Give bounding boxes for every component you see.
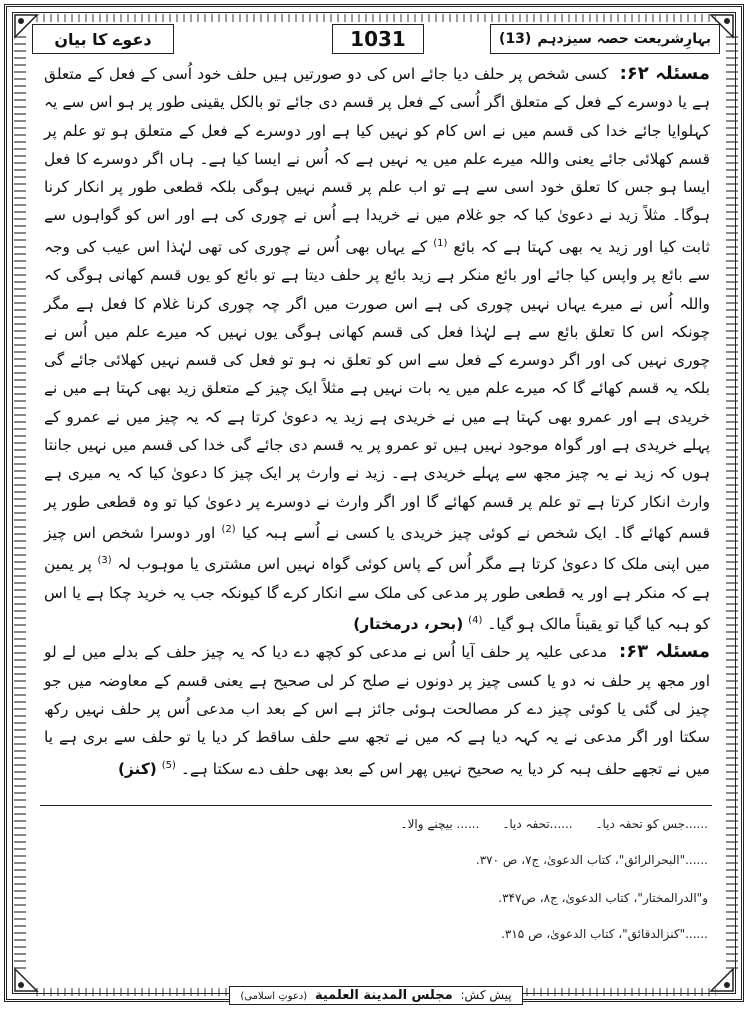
masala-63 [44, 638, 710, 783]
book-title-box [490, 24, 720, 54]
publisher-subtitle: (دعوتِ اسلامی) [240, 991, 308, 1002]
glossary-item: ......تحفہ دیا۔ [502, 817, 573, 831]
footnote-marker[interactable]: (1) [433, 237, 448, 249]
border-pattern-right [726, 36, 738, 974]
glossary-line [401, 817, 708, 831]
border-pattern-left [14, 36, 26, 974]
footnote-item: ......"البحرالرائق"، کتاب الدعویٰ، ج۷، ص ۳۷۰. [475, 853, 708, 867]
masala-62 [44, 60, 710, 638]
footnote-marker[interactable]: (2) [221, 523, 236, 535]
page-header [32, 24, 720, 56]
masala-text: مدعی علیہ پر حلف آیا اُس نے مدعی کو کچھ دے دیا کہ یہ چیز حلف کے بدلے میں لے لو اور مجھ پر حلف نہ دو یا کسی چیز پر دونوں نے صلح کر لی صحیح ہے یعنی قسم کے معاوضہ میں جو چیز لی گئی یا کوئی چیز دے کر مصالحت ہوئی جائز ہے اس کے بعد اب مدعی اُس پر حلف نہیں رکھ سکتا اور اگر مدعی نے یہ کہہ دیا ہے کہ میں نے تجھ سے حلف ساقط کر دیا یا تو حلف سے بری ہے یا میں نے تجھے حلف ہبہ کر دیا یہ صحیح نہیں پھر اس کے بعد بھی حلف دے سکتا ہے۔ [44, 643, 710, 778]
footnote-marker[interactable]: (3) [97, 555, 112, 567]
footnote-item: و"الدرالمختار"، کتاب الدعویٰ، ج۸، ص۳۴۷. [498, 891, 708, 905]
footnotes-section [208, 817, 708, 967]
border-pattern-top [36, 14, 716, 22]
footnote-item: ......"کنزالدقائق"، کتاب الدعویٰ، ص ۳۱۵. [501, 927, 708, 941]
chapter-title: دعوے کا بیان [32, 24, 174, 54]
publisher-prefix: پیش کش: [460, 988, 512, 1002]
page-number: 1031 [332, 24, 424, 54]
volume-number: (13) [499, 31, 532, 47]
publisher-name: مجلس المدينة العلمية [314, 988, 453, 1003]
source-reference: (کنز) [117, 759, 157, 778]
glossary-item: ......جس کو تحفہ دیا۔ [595, 817, 708, 831]
masala-text: کسی شخص پر حلف دیا جائے اس کی دو صورتیں ہیں حلف خود اُسی کے فعل کے متعلق ہے یا دوسرے کے فعل کے متعلق اگر اُسی کے فعل پر قسم دی جائے تو بالکل یقینی طور پر ہو اس سے یہ کہلوایا جائے خدا کی قسم میں نے اس کام کو نہیں کیا ہے اور دوسرے کے فعل کے متعلق ہو تو علم پر قسم کھلائی جائے یعنی واللہ میرے علم میں یہ نہیں ہے کہ اُس نے ایسا کیا ہے۔ ہاں اگر دوسرے کا فعل ایسا ہو جس کا تعلق خود اسی سے ہے تو اب علم پر قسم نہیں ہوگی بلکہ قطعی طور پر انکار کرنا ہوگا۔ مثلاً زید نے دعویٰ کیا کہ جو غلام میں نے خریدا ہے اُس نے چوری کی ہے اور اس کو گواہوں سے ثابت کیا اور زید یہ بھی کہتا ہے کہ بائع [44, 65, 710, 256]
masala-text: اور دوسرا شخص اس چیز میں اپنی ملک کا دعویٰ کرتا ہے مگر اُس کے پاس کوئی گواہ نہیں اس مشتری یا موہوب لہ [44, 524, 710, 574]
book-title: بہارِشریعت حصہ سیزدہم [537, 31, 711, 47]
glossary-item: ...... بیچنے والا۔ [400, 817, 480, 831]
masala-text: پر یمین ہے کہ منکر ہے اور یہ قطعی طور پر مدعی کی ملک سے انکار کرے گا کیونکہ جب یہ خرید چکا ہے یا اس کو ہبہ کیا گیا تو یقیناً مالک ہو گیا۔ [44, 555, 710, 634]
footnote-marker[interactable]: (4) [468, 615, 483, 627]
publisher-box [229, 986, 522, 1005]
masala-label: مسئلہ ۶۲: [619, 63, 711, 84]
footnote-divider [40, 805, 712, 806]
masala-text: کے یہاں بھی اُس نے چوری کی تھی لہٰذا اس عیب کی وجہ سے بائع پر واپس کیا جائے اور بائع منکر ہے زید بائع پر حلف دیتا ہے تو بائع کو یوں قسم کھانی ہوگی کہ واللہ اُس نے میرے یہاں نہیں چوری کی ہے اس صورت میں اگر چہ چوری کرنا غلام کا فعل ہے مگر چونکہ اس کا تعلق بائع سے ہے لہٰذا فعل کی قسم کھانی ہوگی یوں نہیں کہ میرے علم میں اُس نے چوری نہیں کی اور اگر دوسرے کے فعل سے اس کو تعلق نہ ہو تو فعل کی قسم نہیں کھلائی جائے گی بلکہ یہ قسم کھائے گا کہ میرے علم میں یہ بات نہیں ہے مثلاً ایک چیز کے متعلق زید بھی کہتا ہے میں نے خریدی ہے اور عمرو بھی کہتا ہے میں نے خریدی ہے زید یہ دعویٰ کرتا ہے کہ یہ چیز میں نے عمرو کے پہلے خریدی ہے اور گواہ موجود نہیں ہیں تو عمرو پر یہ قسم دی جائے گی خدا کی قسم میں نہیں جانتا ہوں کہ زید نے یہ چیز مجھ سے پہلے خریدی ہے۔ زید نے وارث پر ایک چیز کا دعویٰ کیا کہ یہ میری ہے وارث انکار کرتا ہے تو علم پر قسم کھائے گا اور اگر وارث نے دوسرے پر دعویٰ کیا تو وہ قطعی طور پر قسم کھائے گا۔ ایک شخص نے کوئی چیز خریدی یا کسی نے اُسے ہبہ کیا [44, 237, 710, 542]
footnote-marker[interactable]: (5) [161, 759, 176, 771]
page-footer [0, 984, 752, 1005]
source-reference: (بحر، درمختار) [353, 615, 464, 634]
main-text [44, 60, 710, 783]
masala-label: مسئلہ ۶۳: [618, 641, 710, 663]
